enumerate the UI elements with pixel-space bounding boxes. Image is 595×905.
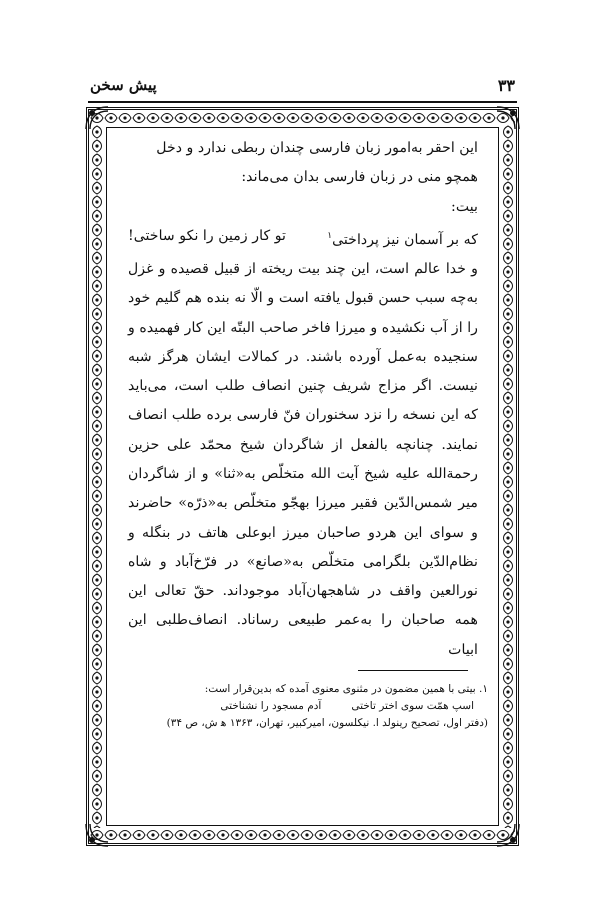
footnote-block [108, 681, 488, 732]
page-number: ۳۳ [497, 76, 515, 95]
running-title: پیش سخن [90, 76, 157, 94]
ornament-strip-top [90, 111, 515, 125]
corner-ornament-bottom-left [82, 820, 112, 850]
verse-couplet [128, 222, 478, 255]
corner-ornament-top-left [82, 103, 112, 133]
ornament-strip-right [501, 125, 515, 828]
page-header [90, 76, 515, 96]
footnote-citation: (دفتر اول، تصحیح رینولد ا. نیکلسون، امیرکبیر، تهران، ۱۳۶۳ ه‍ ش، ص ۳۴) [166, 717, 488, 729]
body-line: همچو منی در زبان فارسی بدان می‌ماند: [241, 169, 478, 186]
body-line: این احقر به‌امور زبان فارسی چندان ربطی ندارد و دخل [156, 140, 478, 156]
verse-label: بیت: [451, 198, 478, 215]
corner-ornament-bottom-right [493, 820, 523, 850]
ornament-strip-bottom [90, 828, 515, 842]
footnote-verse-first: اسپ همّت سوی اختر تاختی [351, 700, 474, 712]
footnote-separator [358, 670, 468, 671]
ornament-strip-left [90, 125, 104, 828]
body-paragraph: و خدا عالم است، این چند بیت ریخته از قبیل قصیده و غزل به‌چه سبب حسن قبول یافته است و الّا نه بنده هم گلیم خود را از آب نکشیده و میرزا فاخر صاحب البتّه این کار فهمیده و سنجیده به‌عمل آورده باشند. در کمالات ایشان هرگز شبه نیست. اگر مزاج شریف چنین انصاف طلب است، می‌باید که این نسخه را نزد سخنوران فنّ فارسی برده طلب انصاف نمایند. چنانچه بالفعل از شاگردان شیخ محمّد علی حزین رحمةالله علیه شیخ آیت الله متخلّص به«ثنا» و از شاگردان میر شمس‌الدّین فقیر میرزا بهجّو متخلّص به«ذرّه» حاضرند و سوای این هردو صاحبان میرز ابوعلی هاتف در بنگله و نظام‌الدّین بلگرامی متخلّص به«صانع» در فرّخ‌آباد و شاه نورالعین واقف در شاهجهان‌آباد موجوداند. حقّ تعالی این همه صاحبان را به‌عمر طبیعی رساناد. انصاف‌طلبی این ابیات [128, 260, 478, 658]
main-text-block [128, 134, 478, 665]
footnote-verse [108, 698, 488, 715]
footnote-marker: ۱ [327, 230, 333, 241]
footnote-verse-second: آدم مسجود را نشناختی [220, 700, 322, 712]
footnote-text: ۱. بیتی با همین مضمون در مثنوی معنوی آمده که بدین‌قرار است: [204, 683, 488, 695]
corner-ornament-top-right [493, 103, 523, 133]
verse-hemistich-second: تو کار زمین را نکو ساختی! [128, 227, 286, 244]
verse-hemistich-first: که بر آسمان نیز پرداختی$^۱$ [327, 230, 478, 248]
header-rule [88, 101, 517, 103]
